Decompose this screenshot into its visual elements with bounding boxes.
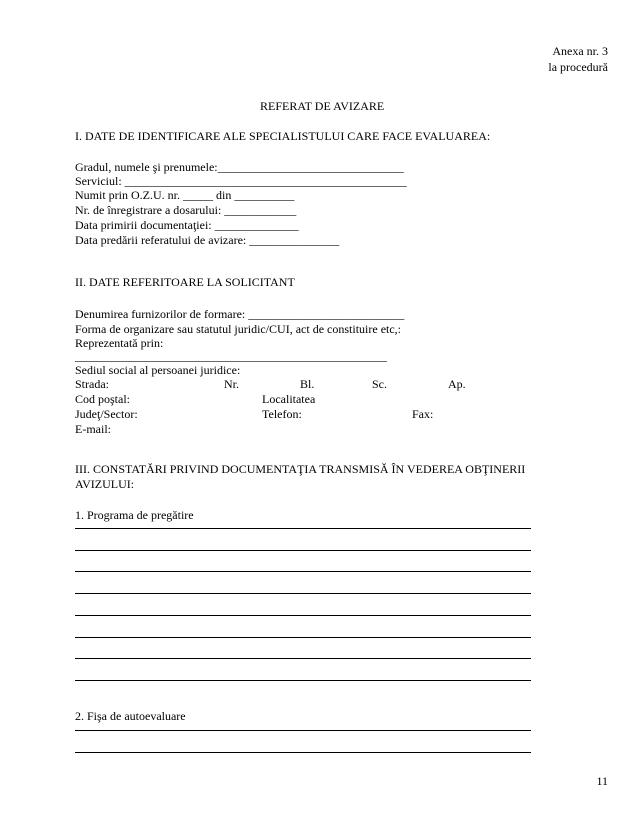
- blank-answer-line: [75, 528, 531, 529]
- item2-label: 2. Fişa de autoevaluare: [75, 709, 186, 723]
- registration-field: Nr. de înregistrare a dosarului: ____________: [75, 203, 297, 217]
- item1-label: 1. Programa de pregătire: [75, 508, 194, 522]
- providers-field: Denumirea furnizorilor de formare: __________________________: [75, 307, 405, 321]
- email-label: E-mail:: [75, 422, 111, 436]
- blank-answer-line: [75, 637, 531, 638]
- blank-answer-line: [75, 615, 531, 616]
- sc-label: Sc.: [372, 377, 387, 391]
- page-number: 11: [596, 774, 608, 788]
- phone-label: Telefon:: [262, 407, 302, 421]
- nr-label: Nr.: [224, 377, 239, 391]
- locality-label: Localitatea: [262, 392, 316, 406]
- blank-answer-line: [75, 752, 531, 753]
- org-form-field: Forma de organizare sau statutul juridic/CUI, act de constituire etc,:: [75, 322, 402, 336]
- section1-heading: I. DATE DE IDENTIFICARE ALE SPECIALISTULUI CARE FACE EVALUAREA:: [75, 129, 491, 143]
- street-label: Strada:: [75, 377, 109, 391]
- blank-answer-line: [75, 593, 531, 594]
- procedure-label: la procedură: [548, 60, 608, 74]
- blank-answer-line: [75, 550, 531, 551]
- section2-heading: II. DATE REFERITOARE LA SOLICITANT: [75, 275, 295, 289]
- blank-answer-line: [75, 730, 531, 731]
- fax-label: Fax:: [412, 407, 434, 421]
- rank-name-field: Gradul, numele şi prenumele:_______________________________: [75, 160, 404, 174]
- blank-answer-line: [75, 680, 531, 681]
- delivery-date-field: Data predării referatului de avizare: _______________: [75, 233, 340, 247]
- postal-code-label: Cod poştal:: [75, 392, 131, 406]
- bl-label: Bl.: [300, 377, 315, 391]
- section3-heading-line2: AVIZULUI:: [75, 477, 135, 491]
- seat-label: Sediul social al persoanei juridice:: [75, 363, 241, 377]
- blank-answer-line: [75, 658, 531, 659]
- received-date-field: Data primirii documentaţiei: ______________: [75, 218, 299, 232]
- ap-label: Ap.: [448, 377, 466, 391]
- represented-line: ____________________________________________________: [75, 349, 387, 363]
- county-label: Judeţ/Sector:: [75, 407, 138, 421]
- blank-answer-line: [75, 571, 531, 572]
- represented-label: Reprezentată prin:: [75, 336, 164, 350]
- document-title: REFERAT DE AVIZARE: [260, 99, 385, 113]
- service-field: Serviciul: _______________________________________________: [75, 174, 407, 188]
- section3-heading-line1: III. CONSTATĂRI PRIVIND DOCUMENTAŢIA TRANSMISĂ ÎN VEDEREA OBŢINERII: [75, 462, 526, 476]
- appointment-field: Numit prin O.Z.U. nr. _____ din __________: [75, 188, 295, 202]
- annex-label: Anexa nr. 3: [552, 44, 608, 58]
